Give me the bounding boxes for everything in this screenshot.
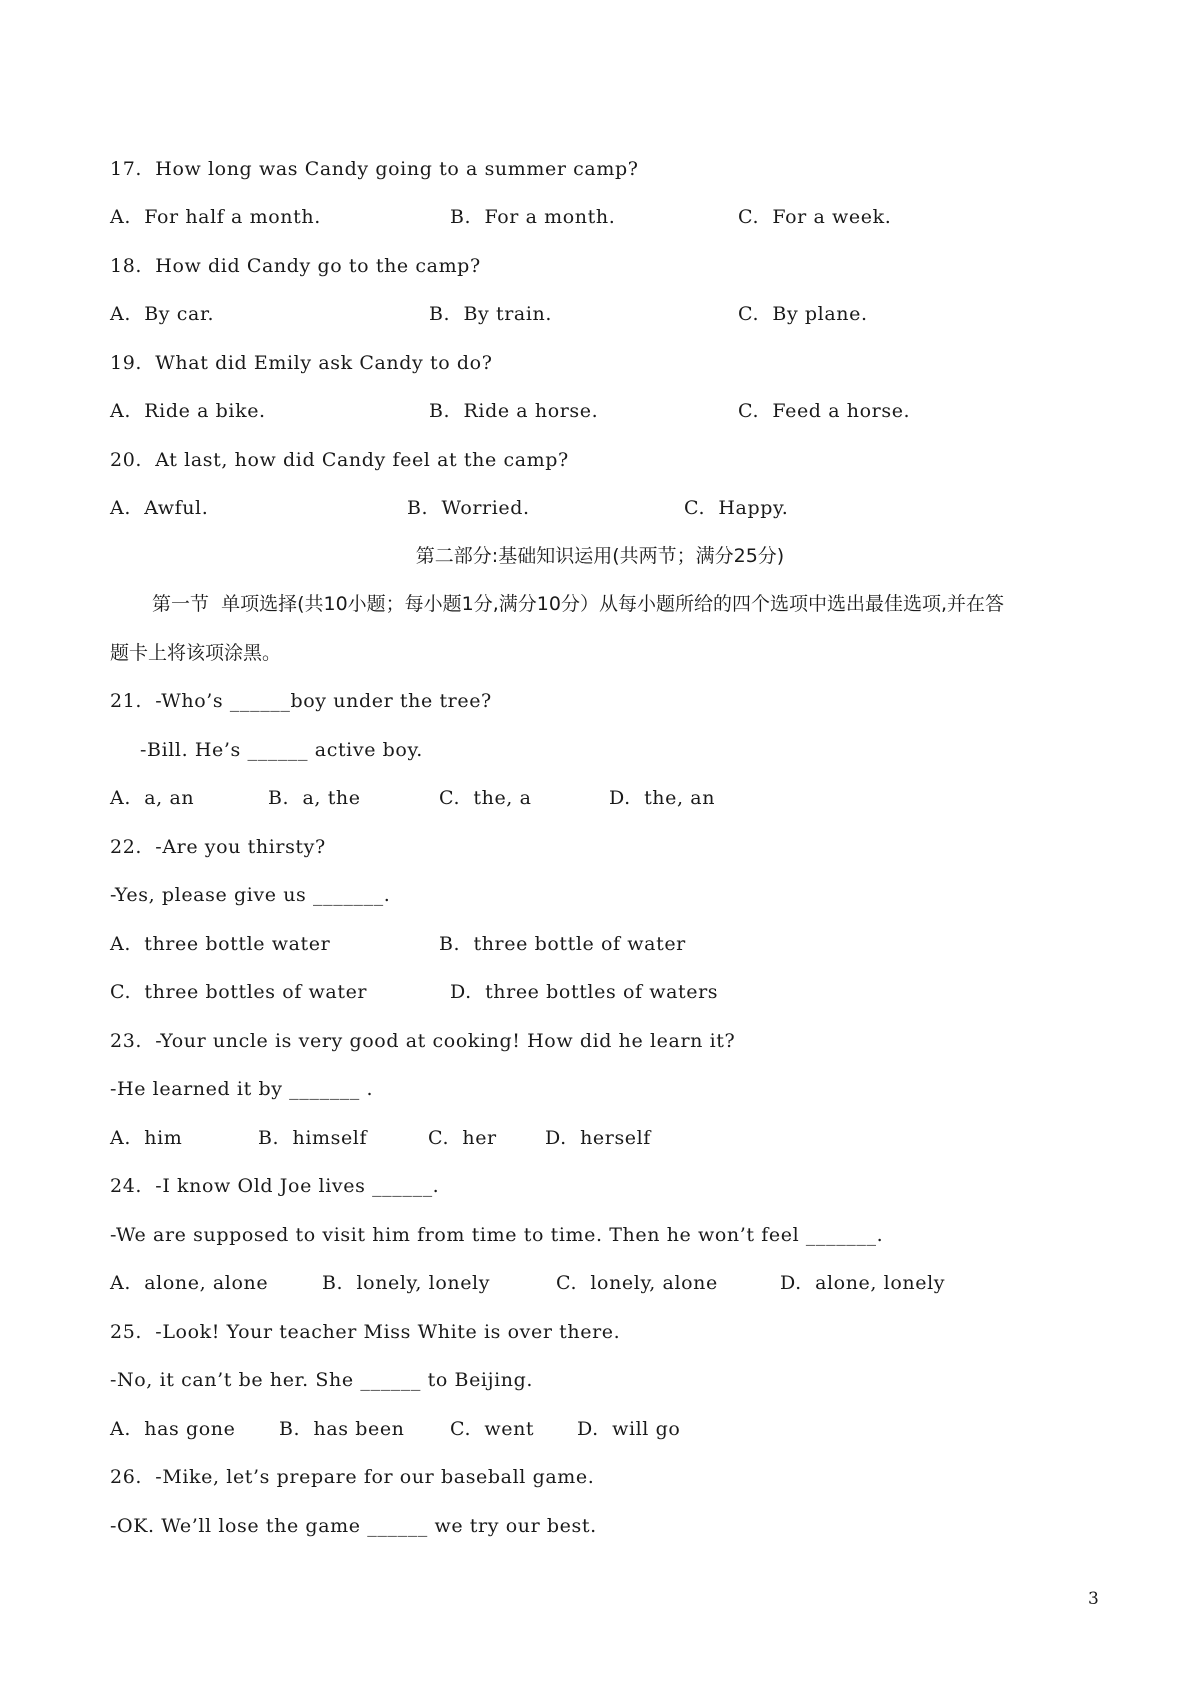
q21-option-c: C. the, a [439, 787, 532, 809]
q25-option-b: B. has been [279, 1418, 405, 1440]
q23-option-a: A. him [110, 1127, 183, 1149]
q21-option-d: D. the, an [609, 787, 716, 809]
q23-option-d: D. herself [545, 1127, 651, 1149]
q17-option-c: C. For a week. [738, 206, 892, 228]
q20-option-c: C. Happy. [684, 497, 789, 519]
q25-option-d: D. will go [577, 1418, 681, 1440]
question-26: 26. -Mike, let’s prepare for our baseball game. [110, 1466, 595, 1488]
section1-intro-line1: 第一节 单项选择(共10小题；每小题1分,满分10分）从每小题所给的四个选项中选出最佳选项,并在答 [152, 593, 1005, 615]
question-21: 21. -Who’s ______boy under the tree? [110, 690, 492, 712]
question-18: 18. How did Candy go to the camp? [110, 255, 481, 277]
page-number: 3 [1088, 1589, 1099, 1609]
q17-option-a: A. For half a month. [110, 206, 321, 228]
q21-option-b: B. a, the [268, 787, 361, 809]
q23-option-b: B. himself [258, 1127, 368, 1149]
question-20: 20. At last, how did Candy feel at the camp? [110, 449, 569, 471]
q18-option-b: B. By train. [429, 303, 553, 325]
question-19: 19. What did Emily ask Candy to do? [110, 352, 493, 374]
q17-option-b: B. For a month. [450, 206, 616, 228]
question-22: 22. -Are you thirsty? [110, 836, 326, 858]
q22-option-b: B. three bottle of water [439, 933, 686, 955]
question-23: 23. -Your uncle is very good at cooking! How did he learn it? [110, 1030, 736, 1052]
question-17: 17. How long was Candy going to a summer camp? [110, 158, 639, 180]
q24-option-a: A. alone, alone [110, 1272, 269, 1294]
question-24: 24. -I know Old Joe lives ______. [110, 1175, 440, 1197]
q22-option-c: C. three bottles of water [110, 981, 368, 1003]
q18-option-a: A. By car. [110, 303, 215, 325]
q26-line2: -OK. We’ll lose the game ______ we try our best. [110, 1515, 597, 1537]
q25-option-a: A. has gone [110, 1418, 236, 1440]
section1-intro-line2: 题卡上将该项涂黑。 [110, 642, 282, 664]
part2-title: 第二部分:基础知识运用(共两节；满分25分) [415, 545, 785, 567]
q23-option-c: C. her [428, 1127, 497, 1149]
q24-option-d: D. alone, lonely [780, 1272, 946, 1294]
q23-line2: -He learned it by _______ . [110, 1078, 374, 1100]
q22-line2: -Yes, please give us _______. [110, 884, 391, 906]
q19-option-c: C. Feed a horse. [738, 400, 911, 422]
q21-option-a: A. a, an [110, 787, 195, 809]
q24-line2: -We are supposed to visit him from time to time. Then he won’t feel _______. [110, 1224, 884, 1246]
q24-option-c: C. lonely, alone [556, 1272, 718, 1294]
q21-line2: -Bill. He’s ______ active boy. [140, 739, 423, 761]
question-25: 25. -Look! Your teacher Miss White is over there. [110, 1321, 621, 1343]
q25-line2: -No, it can’t be her. She ______ to Beijing. [110, 1369, 534, 1391]
q20-option-a: A. Awful. [110, 497, 209, 519]
q18-option-c: C. By plane. [738, 303, 868, 325]
q19-option-b: B. Ride a horse. [429, 400, 599, 422]
q22-option-d: D. three bottles of waters [450, 981, 719, 1003]
q22-option-a: A. three bottle water [110, 933, 331, 955]
q25-option-c: C. went [450, 1418, 535, 1440]
q24-option-b: B. lonely, lonely [322, 1272, 491, 1294]
q20-option-b: B. Worried. [407, 497, 530, 519]
q19-option-a: A. Ride a bike. [110, 400, 266, 422]
